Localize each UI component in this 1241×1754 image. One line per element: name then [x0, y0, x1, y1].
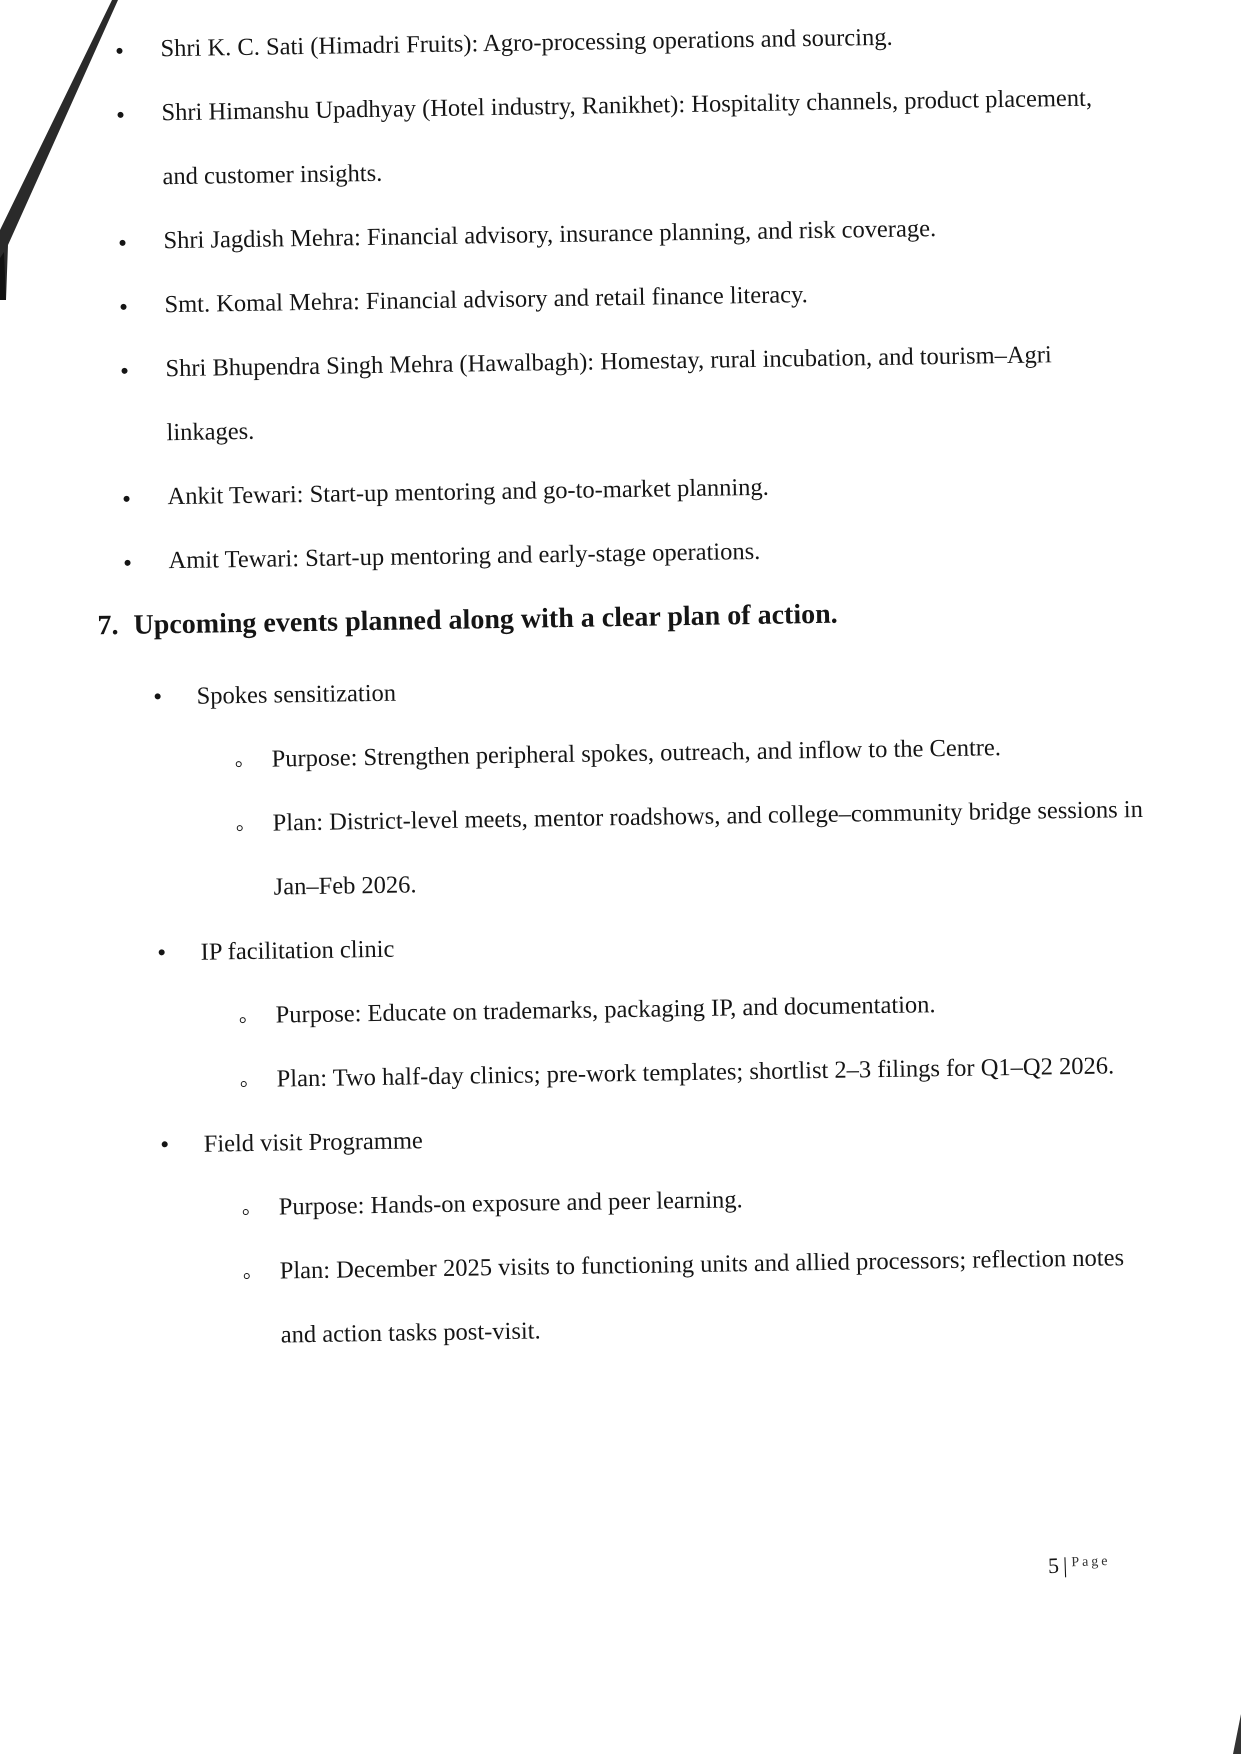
bullet-icon — [155, 693, 161, 699]
list-item — [224, 778, 1146, 920]
event-details — [204, 1162, 1153, 1369]
events-list — [122, 650, 1153, 1370]
event-purpose: Purpose: Educate on trademarks, packaging IP, and documentation. — [275, 991, 936, 1029]
page-separator: | — [1062, 1552, 1068, 1578]
list-item-text: Smt. Komal Mehra: Financial advisory and retail finance literacy. — [164, 281, 809, 319]
event-purpose: Purpose: Hands-on exposure and peer learning. — [278, 1186, 743, 1221]
list-item — [117, 322, 1139, 466]
event-item — [155, 1098, 1153, 1370]
list-item-text: Shri Bhupendra Singh Mehra (Hawalbagh): Homestay, rural incubation, and tourism–Agri linkages. — [165, 341, 1052, 447]
page-footer — [1048, 1551, 1111, 1579]
event-name: Field visit Programme — [203, 1127, 424, 1158]
circle-bullet-icon — [243, 1209, 249, 1215]
bullet-icon — [124, 496, 130, 502]
event-details — [201, 970, 1149, 1113]
event-name: IP facilitation clinic — [200, 935, 395, 966]
list-item — [231, 1226, 1153, 1368]
circle-bullet-icon — [237, 825, 243, 831]
bullet-icon — [120, 304, 126, 310]
bullet-icon — [159, 949, 165, 955]
circle-bullet-icon — [241, 1081, 247, 1087]
bullet-icon — [162, 1141, 168, 1147]
bullet-icon — [125, 560, 131, 566]
circle-bullet-icon — [244, 1273, 250, 1279]
participants-list — [112, 2, 1141, 594]
document-content — [97, 2, 1153, 1370]
list-item-text: Shri Himanshu Upadhyay (Hotel industry, Ranikhet): Hospitality channels, product placement, and customer insights. — [161, 84, 1093, 191]
bullet-icon — [121, 368, 127, 374]
scan-corner-mark — [1231, 1714, 1241, 1754]
event-plan: Plan: District-level meets, mentor roadshows, and college–community bridge sessions in Jan–Feb 2026. — [272, 795, 1144, 901]
event-plan: Plan: December 2025 visits to functioning units and allied processors; reflection notes and action tasks post-visit. — [279, 1244, 1125, 1349]
section-heading — [97, 588, 1142, 648]
section-number: 7. — [97, 609, 119, 642]
list-item-text: Shri K. C. Sati (Himadri Fruits): Agro-processing operations and sourcing. — [160, 23, 893, 63]
event-details — [197, 714, 1146, 921]
list-item-text: Amit Tewari: Start-up mentoring and early-stage operations. — [168, 537, 761, 575]
list-item — [113, 66, 1135, 210]
list-item-text: Ankit Tewari: Start-up mentoring and go-to-market planning. — [167, 473, 770, 511]
circle-bullet-icon — [240, 1017, 246, 1023]
event-name: Spokes sensitization — [196, 679, 397, 710]
event-purpose: Purpose: Strengthen peripheral spokes, outreach, and inflow to the Centre. — [271, 734, 1002, 773]
bullet-icon — [116, 48, 122, 54]
page-label: Page — [1071, 1553, 1111, 1571]
list-item-text: Shri Jagdish Mehra: Financial advisory, insurance planning, and risk coverage. — [163, 215, 937, 255]
event-plan: Plan: Two half-day clinics; pre-work templates; shortlist 2–3 filings for Q1–Q2 2026. — [276, 1052, 1115, 1093]
bullet-icon — [117, 112, 123, 118]
circle-bullet-icon — [236, 761, 242, 767]
event-item — [148, 650, 1146, 922]
page-number: 5 — [1047, 1552, 1060, 1579]
bullet-icon — [119, 240, 125, 246]
event-item — [152, 906, 1149, 1114]
section-title: Upcoming events planned along with a clear plan of action. — [133, 598, 838, 641]
